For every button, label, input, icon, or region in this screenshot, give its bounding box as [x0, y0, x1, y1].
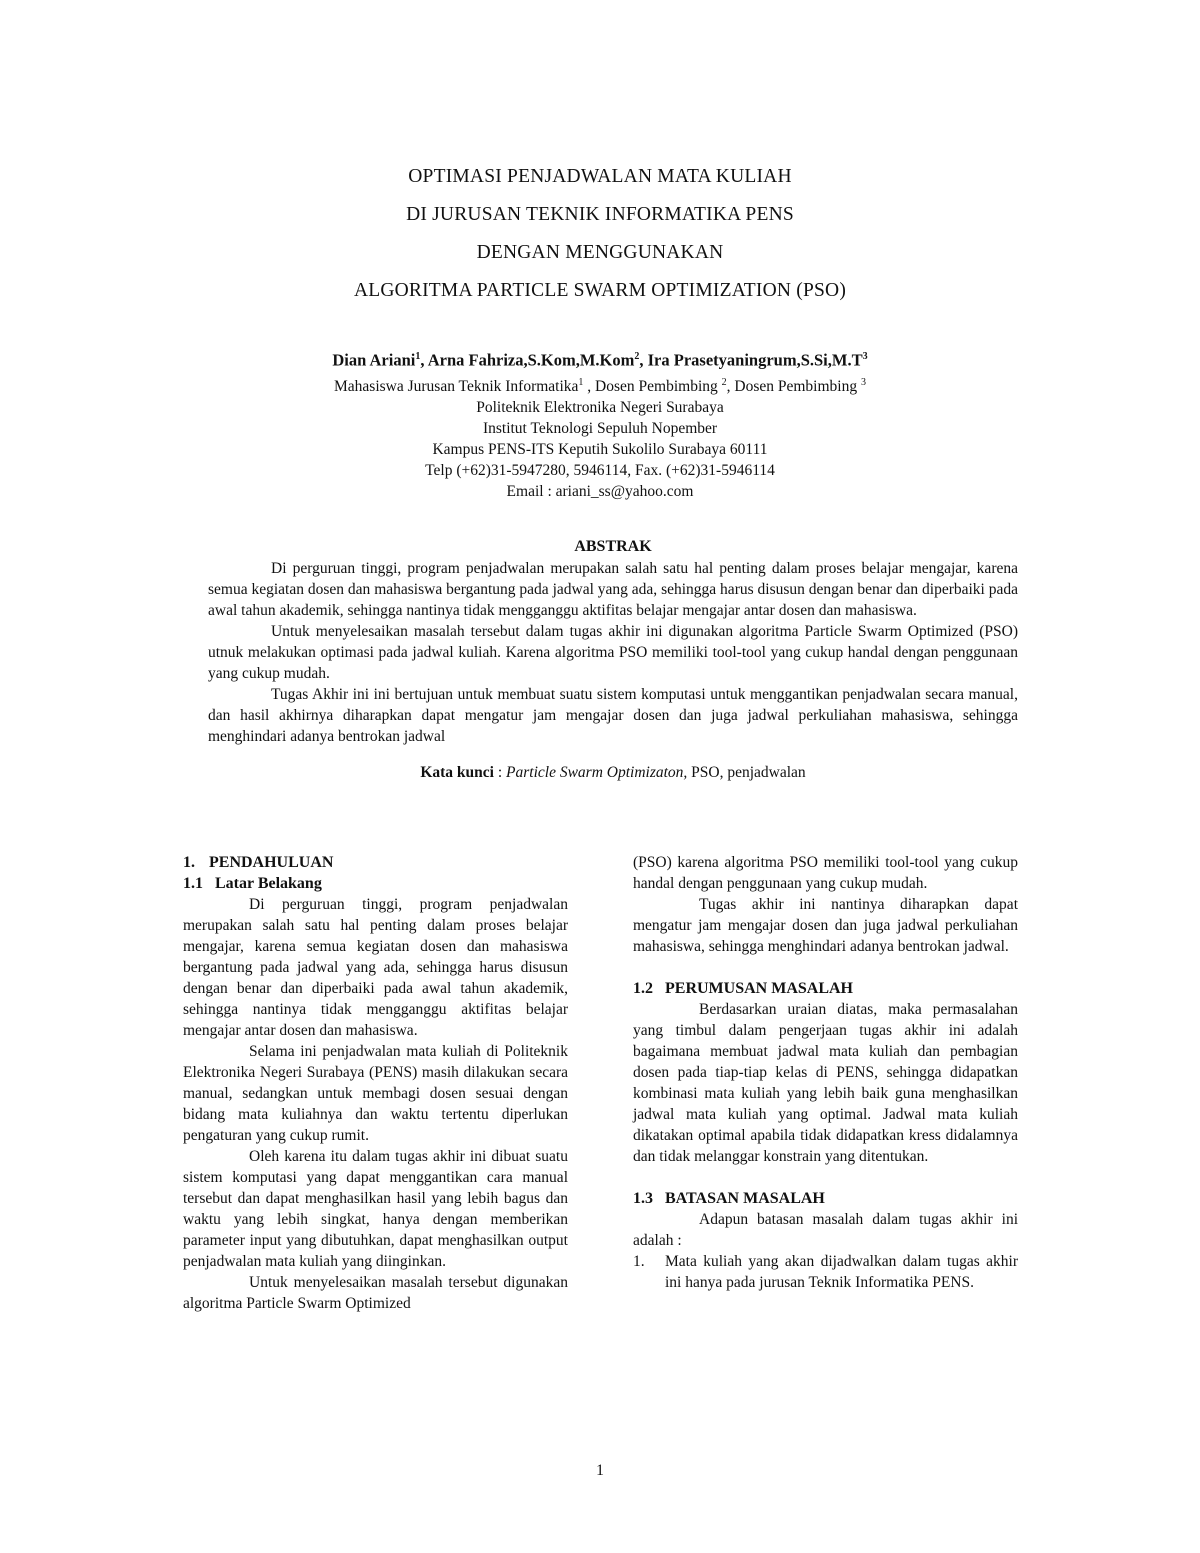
abstract-heading: ABSTRAK — [574, 538, 652, 555]
author-2: , Arna Fahriza,S.Kom,M.Kom — [420, 350, 635, 370]
role-2-sup: 2 — [721, 376, 727, 388]
abstract-paragraph-2: Untuk menyelesaikan masalah tersebut dalam tugas akhir ini digunakan algoritma Particle Swarm Optimized (PSO) utnuk melakukan optimasi pada jadwal kuliah. Karena algoritma PSO memiliki tool-tool yang cukup handal dengan penggunaan yang cukup mudah. — [208, 623, 1018, 682]
section-1-heading — [183, 852, 568, 873]
title-line-3: DENGAN MENGGUNAKAN — [476, 242, 724, 263]
author-1-sup: 1 — [415, 351, 421, 362]
right-column — [633, 852, 1018, 1293]
affiliation-university: Institut Teknologi Sepuluh Nopember — [482, 419, 718, 437]
abstract-paragraph-1: Di perguruan tinggi, program penjadwalan merupakan salah satu hal penting dalam proses belajar mengajar, karena semua kegiatan dosen dan mahasiswa bergantung pada jadwal yang ada, sehingga harus disusun dengan benar dan diperbaiki pada awal tahun akademik, sehingga nantinya tidak mengganggu aktifitas belajar mengajar antar dosen dan mahasiswa. — [208, 560, 1018, 619]
keywords-label: Kata kunci — [420, 764, 494, 781]
author-3: , Ira Prasetyaningrum,S.Si,M.T — [639, 350, 863, 370]
subsection-1-3-heading — [633, 1188, 1018, 1209]
body-paragraph: Oleh karena itu dalam tugas akhir ini dibuat suatu sistem komputasi yang dapat menggantikan cara manual tersebut dan dapat menghasilkan hasil yang lebih bagus dan waktu yang lebih singkat, hanya dengan memberikan parameter input yang dibutuhkan, dapat menghasilkan output penjadwalan mata kuliah yang diinginkan. — [183, 1148, 568, 1270]
affiliation-email: Email : ariani_ss@yahoo.com — [506, 482, 694, 500]
title-line-1: OPTIMASI PENJADWALAN MATA KULIAH — [408, 166, 792, 187]
role-2: , Dosen Pembimbing — [583, 377, 722, 395]
abstract-paragraph-3: Tugas Akhir ini ini bertujuan untuk membuat suatu sistem komputasi untuk menggantikan penjadwalan secara manual, dan hasil akhirnya diharapkan dapat mengatur jam mengajar dosen dan juga jadwal perkuliahan mahasiswa, sehingga menghindari adanya bentrokan jadwal — [208, 686, 1018, 745]
constraints-list — [633, 1251, 1018, 1293]
title-line-4: ALGORITMA PARTICLE SWARM OPTIMIZATION (PSO) — [353, 280, 847, 301]
title-line-2: DI JURUSAN TEKNIK INFORMATIKA PENS — [406, 204, 794, 225]
section-1-number: 1. — [183, 854, 195, 871]
role-1: Mahasiswa Jurusan Teknik Informatika — [334, 377, 579, 395]
body-paragraph: Di perguruan tinggi, program penjadwalan merupakan salah satu hal penting dalam proses belajar mengajar, karena semua kegiatan dosen dan mahasiswa bergantung pada jadwal yang ada, sehingga harus disusun dengan benar dan diperbaiki pada awal tahun akademik, sehingga nantinya tidak mengganggu aktifitas belajar mengajar antar dosen dan mahasiswa. — [183, 896, 568, 1039]
list-item-text: Mata kuliah yang akan dijadwalkan dalam tugas akhir ini hanya pada jurusan Teknik Informatika PENS. — [665, 1253, 1018, 1291]
author-block — [0, 346, 1200, 502]
subsection-1-1-title: Latar Belakang — [215, 875, 322, 892]
affiliation-roles — [0, 372, 1200, 397]
spacer — [633, 1167, 1018, 1188]
keywords-separator: : — [493, 764, 507, 781]
body-paragraph: Tugas akhir ini nantinya diharapkan dapat mengatur jam mengajar dosen dan juga jadwal perkuliahan mahasiswa, sehingga menghindari adanya bentrokan jadwal. — [633, 896, 1018, 955]
subsection-1-1-heading — [183, 873, 568, 894]
subsection-1-2-title: PERUMUSAN MASALAH — [665, 980, 853, 997]
section-1-title: PENDAHULUAN — [209, 854, 334, 871]
spacer — [633, 957, 1018, 978]
subsection-1-3-number: 1.3 — [633, 1190, 653, 1207]
affiliation-phone: Telp (+62)31-5947280, 5946114, Fax. (+62)31-5946114 — [425, 461, 775, 479]
body-paragraph: Adapun batasan masalah dalam tugas akhir ini adalah : — [633, 1211, 1018, 1249]
subsection-1-2-heading — [633, 978, 1018, 999]
role-3-sup: 3 — [860, 376, 866, 388]
author-3-sup: 3 — [862, 351, 868, 362]
body-paragraph-continued: (PSO) karena algoritma PSO memiliki tool-tool yang cukup handal dengan penggunaan yang cukup mudah. — [633, 854, 1018, 892]
keywords-italic: Particle Swarm Optimizaton, — [506, 764, 688, 781]
subsection-1-2-number: 1.2 — [633, 980, 653, 997]
author-1: Dian Ariani — [332, 350, 416, 370]
body-paragraph: Berdasarkan uraian diatas, maka permasalahan yang timbul dalam pengerjaan tugas akhir ini adalah bagaimana membuat jadwal mata kuliah dan pembagian dosen pada tiap-tiap kelas di PENS, sehingga didapatkan kombinasi mata kuliah yang lebih baik guna menghasilkan jadwal mata kuliah yang optimal. Jadwal mata kuliah dikatakan optimal apabila tidak didapatkan kress didalamnya dan tidak melanggar konstrain yang ditentukan. — [633, 1001, 1018, 1165]
author-2-sup: 2 — [634, 351, 640, 362]
page-number: 1 — [596, 1462, 604, 1479]
keywords — [208, 762, 1018, 783]
body-paragraph: Untuk menyelesaikan masalah tersebut digunakan algoritma Particle Swarm Optimized — [183, 1274, 568, 1312]
affiliation-address: Kampus PENS-ITS Keputih Sukolilo Surabaya 60111 — [432, 440, 768, 458]
subsection-1-3-title: BATASAN MASALAH — [665, 1190, 825, 1207]
subsection-1-1-number: 1.1 — [183, 875, 203, 892]
role-3: , Dosen Pembimbing — [726, 377, 861, 395]
affiliation-institution: Politeknik Elektronika Negeri Surabaya — [476, 398, 724, 416]
role-1-sup: 1 — [578, 376, 584, 388]
abstract-section — [208, 536, 1018, 783]
body-paragraph: Selama ini penjadwalan mata kuliah di Politeknik Elektronika Negeri Surabaya (PENS) masih dilakukan secara manual, sedangkan untuk membagi dosen sesuai dengan bidang mata kuliahnya dan waktu tertentu diperlukan pengaturan yang cukup rumit. — [183, 1043, 568, 1144]
list-item-number: 1. — [633, 1253, 645, 1270]
paper-title — [0, 158, 1200, 310]
keywords-rest: PSO, penjadwalan — [687, 764, 806, 781]
left-column — [183, 852, 568, 1314]
author-names — [0, 346, 1200, 372]
list-item — [633, 1251, 1018, 1293]
